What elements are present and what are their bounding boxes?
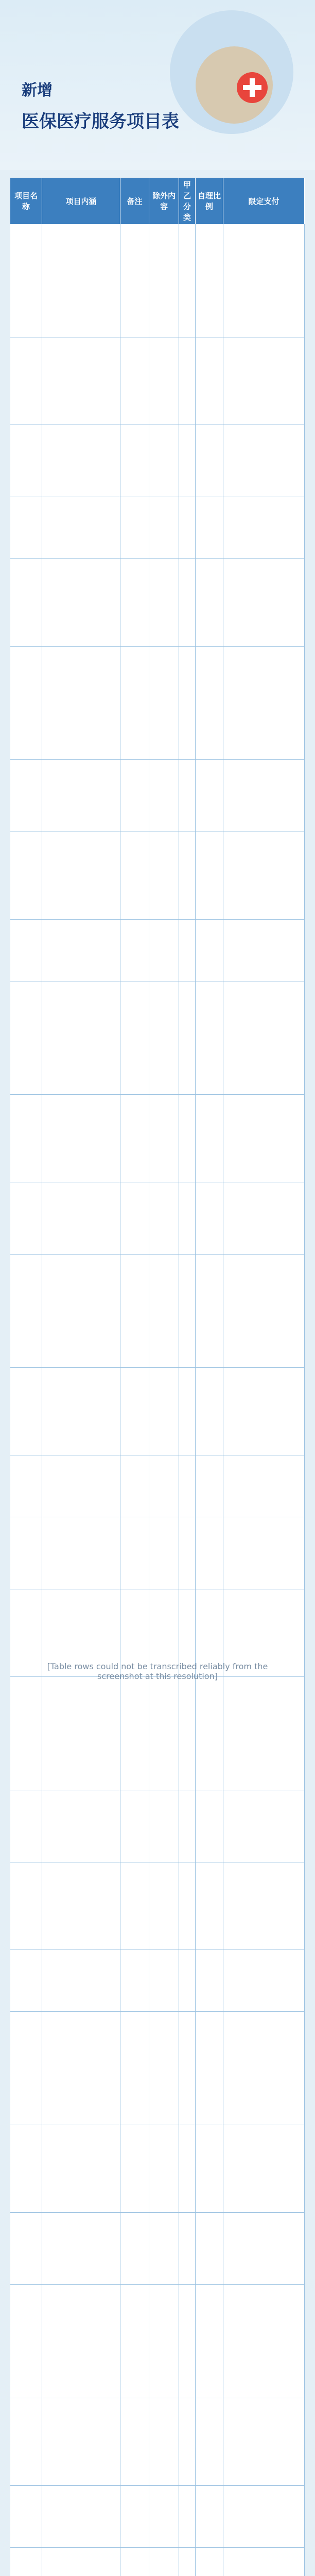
table-row (10, 2486, 305, 2548)
table-cell (120, 2285, 149, 2398)
transcription-note: [Table rows could not be transcribed reliably from the screenshot at this resolution] (47, 1662, 268, 1681)
table-cell (149, 832, 179, 919)
table-row (10, 2398, 305, 2486)
table-cell (120, 224, 149, 337)
table-cell (196, 647, 223, 759)
table-cell (179, 2398, 196, 2485)
table-cell (179, 224, 196, 337)
table-cell (120, 1182, 149, 1254)
table-cell (42, 2548, 120, 2576)
column-header: 项目内涵 (42, 178, 120, 224)
table-cell (223, 647, 305, 759)
table-cell (223, 224, 305, 337)
table-cell (120, 1862, 149, 1950)
table-cell (196, 1255, 223, 1367)
table-cell (223, 2486, 305, 2547)
table-cell (120, 2398, 149, 2485)
table-cell (149, 2548, 179, 2576)
table-cell (42, 425, 120, 497)
table-cell (196, 1677, 223, 1790)
table-cell (10, 832, 42, 919)
table-cell (120, 1950, 149, 2011)
table-cell (120, 2548, 149, 2576)
table-cell (120, 497, 149, 558)
table-cell (120, 2486, 149, 2547)
table-cell (149, 981, 179, 1094)
table-cell (120, 647, 149, 759)
table-row (10, 981, 305, 1095)
table-cell (10, 1677, 42, 1790)
table-cell (42, 2398, 120, 2485)
table-cell (10, 2398, 42, 2485)
table-row (10, 559, 305, 647)
table-cell (223, 1255, 305, 1367)
table-cell (196, 1790, 223, 1862)
table-row (10, 1182, 305, 1255)
banner-title-line2: 医保医疗服务项目表 (22, 111, 179, 132)
table-cell (149, 2486, 179, 2547)
table-cell (223, 1368, 305, 1455)
table-row (10, 760, 305, 832)
table-cell (42, 1182, 120, 1254)
table-cell (120, 2125, 149, 2212)
table-cell (42, 2285, 120, 2398)
table-cell (149, 2398, 179, 2485)
table-cell (223, 981, 305, 1094)
column-header: 备注 (120, 178, 149, 224)
table-cell (196, 2398, 223, 2485)
table-cell (223, 425, 305, 497)
table-cell (149, 1517, 179, 1589)
table-row (10, 1862, 305, 1950)
table-row (10, 647, 305, 760)
table-cell (149, 2213, 179, 2284)
table-cell (179, 425, 196, 497)
table-cell (196, 920, 223, 981)
table-cell (179, 2285, 196, 2398)
table-cell (10, 920, 42, 981)
table-cell (196, 832, 223, 919)
table-cell (10, 2012, 42, 2125)
table-cell (10, 559, 42, 646)
table-cell (179, 559, 196, 646)
table-cell (10, 1182, 42, 1254)
table-cell (120, 1455, 149, 1517)
banner-title-line1: 新增 (22, 81, 52, 99)
table-cell (179, 1950, 196, 2011)
table-cell (223, 1517, 305, 1589)
table-cell (149, 647, 179, 759)
table-cell (10, 2548, 42, 2576)
table-cell (196, 497, 223, 558)
table-cell (10, 1862, 42, 1950)
table-cell (179, 1255, 196, 1367)
table-cell (196, 1095, 223, 1182)
table-cell (223, 1182, 305, 1254)
table-cell (42, 1095, 120, 1182)
table-cell (120, 559, 149, 646)
banner (0, 0, 315, 170)
table-cell (196, 1950, 223, 2011)
table-cell (42, 2125, 120, 2212)
table-cell (120, 2012, 149, 2125)
column-header: 甲乙分类 (179, 178, 196, 224)
table-row (10, 1095, 305, 1182)
table-cell (42, 224, 120, 337)
column-header: 限定支付 (223, 178, 305, 224)
table-cell (223, 1862, 305, 1950)
table-cell (42, 832, 120, 919)
table-cell (196, 559, 223, 646)
table-cell (223, 559, 305, 646)
table-cell (120, 1790, 149, 1862)
table-cell (223, 1677, 305, 1790)
medical-cross-icon (237, 72, 268, 103)
table-cell (10, 2213, 42, 2284)
table-cell (223, 760, 305, 832)
table-cell (196, 760, 223, 832)
table-row (10, 920, 305, 981)
table-cell (42, 1677, 120, 1790)
table-cell (10, 1950, 42, 2011)
table-cell (149, 425, 179, 497)
table-row (10, 2548, 305, 2576)
table-cell (120, 1095, 149, 1182)
table-cell (10, 760, 42, 832)
table-cell (179, 1368, 196, 1455)
table-row (10, 1790, 305, 1862)
table-cell (10, 1095, 42, 1182)
table-cell (223, 1095, 305, 1182)
table-cell (42, 2213, 120, 2284)
table-cell (179, 1095, 196, 1182)
table-cell (10, 2125, 42, 2212)
table-cell (149, 1095, 179, 1182)
table-cell (196, 2548, 223, 2576)
table-row (10, 2012, 305, 2125)
table-cell (149, 224, 179, 337)
table-cell (149, 920, 179, 981)
table-row (10, 1950, 305, 2012)
table-cell (179, 2125, 196, 2212)
table-cell (149, 1677, 179, 1790)
table-cell (120, 1677, 149, 1790)
table-cell (179, 981, 196, 1094)
table-cell (149, 1455, 179, 1517)
table-cell (149, 2012, 179, 2125)
table-cell (149, 760, 179, 832)
table-row (10, 2125, 305, 2213)
table-cell (149, 337, 179, 425)
table-cell (120, 760, 149, 832)
table-cell (149, 1368, 179, 1455)
table-cell (223, 832, 305, 919)
column-header: 项目名称 (10, 178, 42, 224)
table-cell (179, 1182, 196, 1254)
table-row (10, 1455, 305, 1517)
table-cell (149, 1182, 179, 1254)
table-cell (120, 1368, 149, 1455)
table-cell (10, 647, 42, 759)
table-row (10, 1368, 305, 1455)
table-cell (42, 920, 120, 981)
table-row (10, 2213, 305, 2285)
table-cell (149, 497, 179, 558)
table-cell (196, 1862, 223, 1950)
table-row (10, 497, 305, 559)
table-cell (179, 832, 196, 919)
table-cell (10, 1368, 42, 1455)
table-cell (149, 2125, 179, 2212)
table-cell (179, 760, 196, 832)
table-cell (10, 1790, 42, 1862)
table-row (10, 337, 305, 425)
table-cell (42, 1255, 120, 1367)
table-cell (223, 2548, 305, 2576)
table-row (10, 2285, 305, 2398)
table-cell (42, 1455, 120, 1517)
table-cell (179, 497, 196, 558)
table-row (10, 224, 305, 337)
table-row (10, 832, 305, 920)
table-cell (120, 920, 149, 981)
table-cell (149, 559, 179, 646)
table-cell (149, 1255, 179, 1367)
table-cell (196, 2486, 223, 2547)
table-header (10, 178, 305, 224)
table-cell (120, 425, 149, 497)
table-cell (10, 1255, 42, 1367)
table-row (10, 1255, 305, 1368)
table-cell (10, 337, 42, 425)
table-cell (42, 760, 120, 832)
table-cell (179, 2213, 196, 2284)
table-cell (42, 337, 120, 425)
table-cell (223, 2125, 305, 2212)
table-cell (10, 224, 42, 337)
table-cell (196, 2012, 223, 2125)
table-cell (149, 2285, 179, 2398)
table-cell (149, 1862, 179, 1950)
table-cell (179, 1862, 196, 1950)
table-cell (42, 559, 120, 646)
service-items-table (10, 178, 305, 2576)
table-cell (223, 1950, 305, 2011)
table-cell (42, 1950, 120, 2011)
column-header: 自理比例 (196, 178, 223, 224)
table-cell (223, 1455, 305, 1517)
table-cell (223, 1790, 305, 1862)
table-cell (179, 1455, 196, 1517)
table-cell (10, 1517, 42, 1589)
table-cell (42, 1517, 120, 1589)
table-cell (42, 1790, 120, 1862)
table-cell (179, 2548, 196, 2576)
table-cell (149, 1950, 179, 2011)
table-cell (196, 1368, 223, 1455)
table-cell (120, 981, 149, 1094)
table-cell (223, 2213, 305, 2284)
table-cell (223, 920, 305, 981)
table-row (10, 1677, 305, 1790)
table-cell (196, 425, 223, 497)
table-cell (196, 2213, 223, 2284)
table-cell (179, 1677, 196, 1790)
table-cell (196, 2285, 223, 2398)
table-cell (196, 337, 223, 425)
table-body (10, 224, 305, 2576)
table-cell (179, 1517, 196, 1589)
table-cell (196, 2125, 223, 2212)
table-cell (120, 832, 149, 919)
column-header: 除外内容 (149, 178, 179, 224)
table-cell (196, 981, 223, 1094)
table-cell (223, 2398, 305, 2485)
table-cell (179, 2012, 196, 2125)
table-cell (42, 2012, 120, 2125)
table-row (10, 425, 305, 497)
table-cell (120, 337, 149, 425)
table-cell (42, 497, 120, 558)
table-cell (223, 2285, 305, 2398)
table-cell (179, 647, 196, 759)
table-cell (42, 647, 120, 759)
table-cell (223, 497, 305, 558)
table-cell (42, 981, 120, 1094)
table-cell (120, 2213, 149, 2284)
table-cell (179, 920, 196, 981)
table-cell (10, 2285, 42, 2398)
table-cell (10, 981, 42, 1094)
table-cell (42, 1368, 120, 1455)
table-cell (223, 2012, 305, 2125)
table-cell (196, 1182, 223, 1254)
table-cell (10, 425, 42, 497)
table-cell (10, 1455, 42, 1517)
table-cell (179, 1790, 196, 1862)
table-cell (179, 2486, 196, 2547)
table-cell (149, 1790, 179, 1862)
table-cell (42, 1862, 120, 1950)
table-cell (196, 1517, 223, 1589)
table-cell (179, 337, 196, 425)
table-cell (42, 2486, 120, 2547)
table-cell (120, 1517, 149, 1589)
table-cell (223, 337, 305, 425)
table-cell (120, 1255, 149, 1367)
table-cell (196, 224, 223, 337)
table-row (10, 1517, 305, 1589)
table-cell (10, 497, 42, 558)
table-cell (196, 1455, 223, 1517)
table-cell (10, 2486, 42, 2547)
